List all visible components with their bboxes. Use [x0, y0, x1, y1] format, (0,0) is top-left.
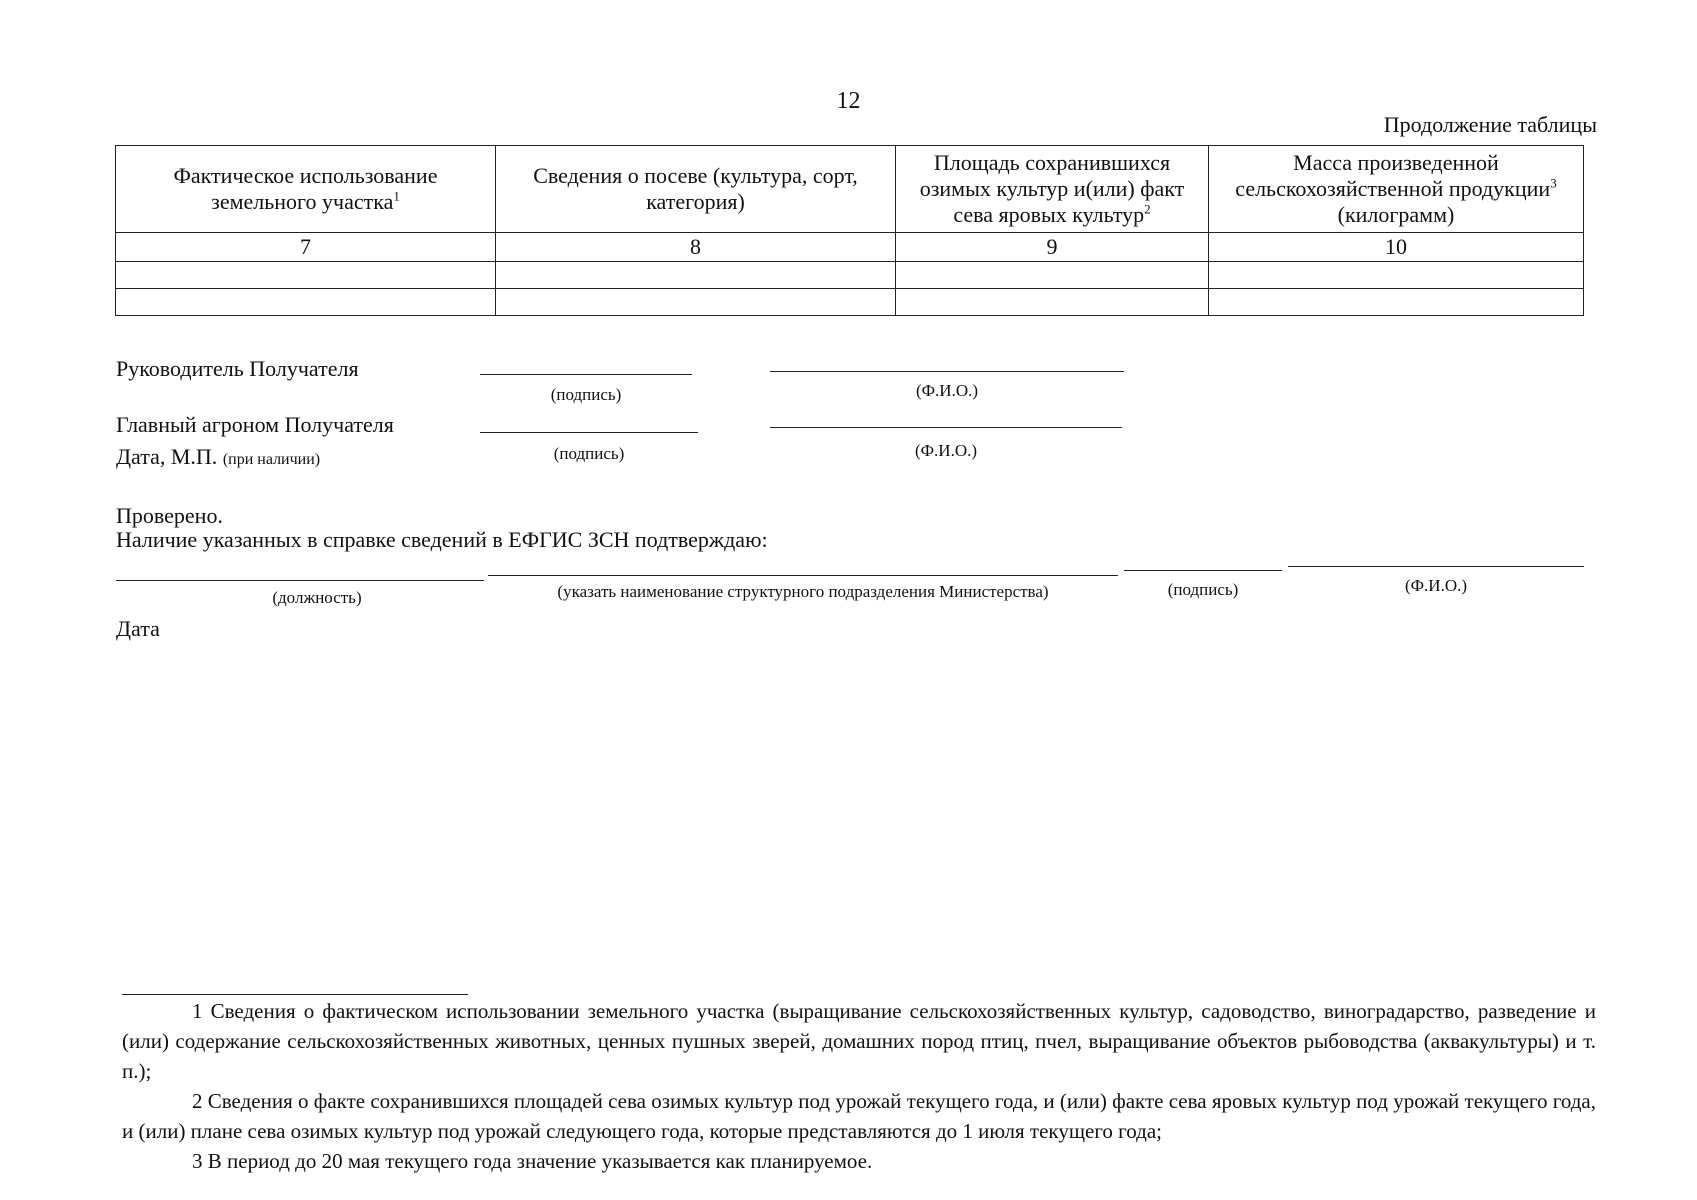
- column-number: 7: [116, 233, 496, 262]
- column-number: 10: [1209, 233, 1584, 262]
- department-hint: (указать наименование структурного подразделения Министерства): [557, 582, 1049, 601]
- footnote: 2 Сведения о факте сохранившихся площадей сева озимых культур под урожай текущего года, и (или) факте сева яровых культур под урожай текущего года, и (или) плане сева озимых культур под урожай следующего года, которые представляются до 1 июля текущего года;: [122, 1089, 1596, 1143]
- signature-hint: (подпись): [1167, 580, 1239, 599]
- column-number-row: [116, 233, 1584, 262]
- head-signature-line[interactable]: [480, 374, 692, 375]
- name-hint: (Ф.И.О.): [915, 381, 979, 400]
- page-number: 12: [836, 88, 861, 114]
- column-number: 8: [496, 233, 896, 262]
- header-sowing-info: Сведения о посеве (культура, сорт, категория): [496, 146, 896, 233]
- header-area: Площадь сохранившихся озимых культур и(или) факт сева яровых культур$^2$: [896, 146, 1209, 233]
- position-line[interactable]: [116, 580, 484, 581]
- department-line[interactable]: [488, 575, 1118, 576]
- table-cell[interactable]: [496, 262, 896, 289]
- name-hint: (Ф.И.О.): [1404, 576, 1468, 595]
- table-cell[interactable]: [116, 289, 496, 316]
- date-stamp-label: Дата, М.П. (при наличии): [116, 444, 321, 469]
- continuation-label: Продолжение таблицы: [1383, 112, 1597, 137]
- footnote: 1 Сведения о фактическом использовании земельного участка (выращивание сельскохозяйственных культур, садоводство, виноградарство, разведение и (или) содержание сельскохозяйственных животных, ценных пушных зверей, домашних пород птиц, пчел, выращивание объектов рыбоводства (аквакультуры) и т. п.);: [122, 999, 1596, 1083]
- position-hint: (должность): [272, 588, 362, 607]
- verifier-signature-line[interactable]: [1124, 570, 1282, 571]
- header-row: [116, 146, 1584, 233]
- table-row: [116, 262, 1584, 289]
- head-label: Руководитель Получателя: [116, 356, 359, 381]
- signature-hint: (подпись): [550, 385, 622, 404]
- confirm-text: Наличие указанных в справке сведений в ЕФГИС ЗСН подтверждаю:: [116, 527, 768, 552]
- footnotes: [122, 996, 1596, 1176]
- table-cell[interactable]: [496, 289, 896, 316]
- table-cell[interactable]: [896, 289, 1209, 316]
- name-hint: (Ф.И.О.): [914, 441, 978, 460]
- head-name-line[interactable]: [770, 371, 1124, 372]
- verifier-name-line[interactable]: [1288, 566, 1584, 567]
- table-cell[interactable]: [1209, 262, 1584, 289]
- header-mass: Масса произведенной сельскохозяйственной продукции$^3$ (килограмм): [1209, 146, 1584, 233]
- header-actual-use: Фактическое использование земельного участка$^1$: [116, 146, 496, 233]
- checked-label: Проверено.: [116, 503, 223, 528]
- table-cell[interactable]: [896, 262, 1209, 289]
- column-number: 9: [896, 233, 1209, 262]
- date-label: Дата: [116, 616, 160, 641]
- agronomist-signature-line[interactable]: [480, 432, 698, 433]
- data-table: [115, 145, 1584, 316]
- table-cell[interactable]: [1209, 289, 1584, 316]
- agronomist-label: Главный агроном Получателя: [116, 412, 394, 437]
- footnote: 3 В период до 20 мая текущего года значение указывается как планируемое.: [192, 1149, 873, 1173]
- table-cell[interactable]: [116, 262, 496, 289]
- agronomist-name-line[interactable]: [770, 427, 1122, 428]
- signature-hint: (подпись): [553, 444, 625, 463]
- footnote-separator: [122, 994, 468, 995]
- table-row: [116, 289, 1584, 316]
